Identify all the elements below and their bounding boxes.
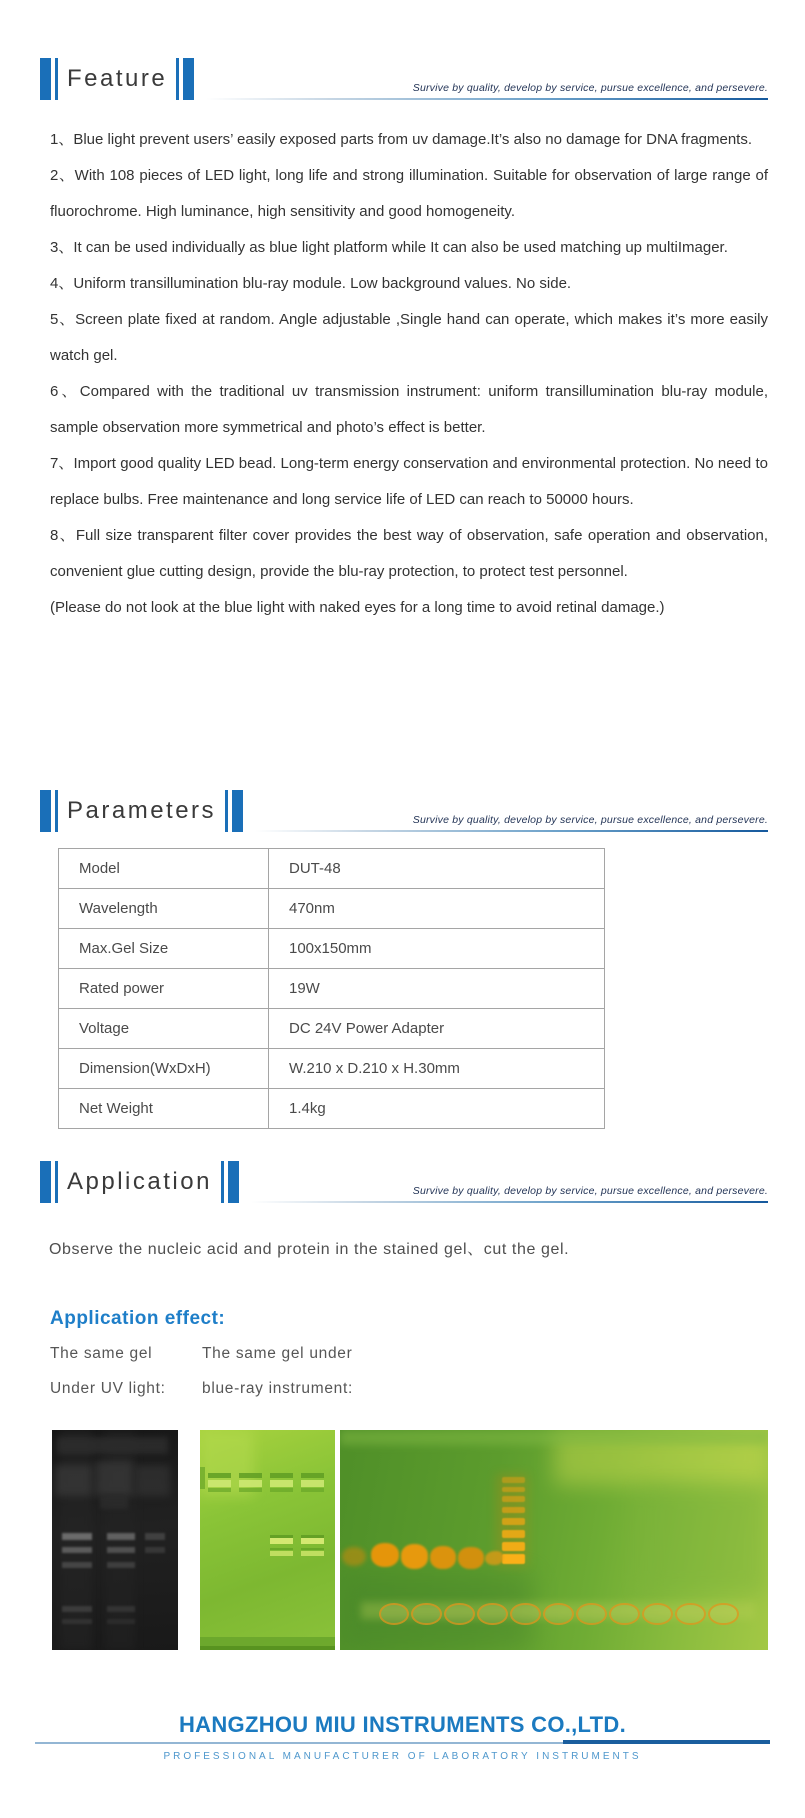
param-label: Voltage bbox=[59, 1009, 269, 1049]
application-section-title: Application bbox=[67, 1168, 212, 1195]
gel-band bbox=[107, 1606, 135, 1612]
gel-band bbox=[239, 1473, 262, 1478]
gel-band bbox=[270, 1548, 293, 1551]
gel-band bbox=[57, 1437, 168, 1455]
section-rule bbox=[255, 830, 768, 832]
param-row-rated-power bbox=[59, 969, 605, 1009]
caption-row bbox=[50, 1336, 353, 1371]
gel-band bbox=[95, 1461, 133, 1496]
parameters-section-header bbox=[40, 790, 768, 832]
gel-band bbox=[270, 1551, 293, 1556]
gel-band bbox=[371, 1543, 399, 1567]
gel-band bbox=[502, 1487, 526, 1492]
gel-band bbox=[107, 1562, 135, 1568]
param-label: Max.Gel Size bbox=[59, 929, 269, 969]
gel-band bbox=[430, 1546, 457, 1569]
footer-company-name: HANGZHOU MIU INSTRUMENTS CO.,LTD. bbox=[178, 1712, 627, 1737]
gel-band bbox=[239, 1488, 262, 1492]
gel-band bbox=[301, 1551, 324, 1556]
footer-rule-accent bbox=[563, 1740, 770, 1744]
gel-band bbox=[301, 1548, 324, 1551]
param-value: 100x150mm bbox=[269, 929, 605, 969]
header-rule-area bbox=[255, 790, 768, 832]
gel-band bbox=[543, 1603, 574, 1626]
gel-band bbox=[444, 1603, 475, 1626]
caption-blueray-line2: blue-ray instrument: bbox=[202, 1379, 353, 1397]
gel-band bbox=[502, 1507, 526, 1513]
param-value: 1.4kg bbox=[269, 1089, 605, 1129]
feature-section-title: Feature bbox=[67, 65, 168, 92]
gel-band bbox=[145, 1547, 165, 1553]
brand-tagline: Survive by quality, develop by service, pursue excellence, and persevere. bbox=[412, 82, 768, 94]
gel-band bbox=[401, 1544, 428, 1568]
header-bar-icon bbox=[55, 58, 58, 100]
feature-warning-note: (Please do not look at the blue light with naked eyes for a long time to avoid retinal damage.) bbox=[50, 599, 665, 616]
feature-section-header bbox=[40, 58, 768, 100]
gel-band bbox=[145, 1533, 165, 1540]
gel-band bbox=[62, 1619, 92, 1624]
gel-band bbox=[708, 1603, 739, 1626]
header-bar-icon bbox=[40, 1161, 51, 1203]
section-rule bbox=[251, 1201, 768, 1203]
application-section-header bbox=[40, 1161, 768, 1203]
feature-item-7: 7、Import good quality LED bead. Long-term energy conservation and environmental protection. No need to replace bulbs. Free maintenance and long service life of LED can reach to 50000 hours. bbox=[50, 455, 768, 508]
gel-band bbox=[62, 1547, 92, 1554]
feature-item-8: 8、Full size transparent filter cover provides the best way of observation, safe operation and observation, convenient glue cutting design, provide the blu-ray protection, to protect test personnel. bbox=[50, 527, 768, 580]
caption-uv-line1: The same gel bbox=[50, 1344, 153, 1362]
application-description: Observe the nucleic acid and protein in the stained gel、cut the gel. bbox=[49, 1241, 570, 1258]
param-label: Model bbox=[59, 849, 269, 889]
brand-tagline: Survive by quality, develop by service, pursue excellence, and persevere. bbox=[412, 1185, 768, 1197]
param-value: W.210 x D.210 x H.30mm bbox=[269, 1049, 605, 1089]
gel-band bbox=[477, 1603, 508, 1626]
gel-band bbox=[502, 1542, 526, 1551]
gel-band bbox=[270, 1538, 293, 1544]
gel-band bbox=[301, 1535, 324, 1538]
param-row-model bbox=[59, 849, 605, 889]
header-bar-icon bbox=[183, 58, 194, 100]
param-value: 470nm bbox=[269, 889, 605, 929]
section-rule bbox=[206, 98, 768, 100]
param-row-wavelength bbox=[59, 889, 605, 929]
param-label: Wavelength bbox=[59, 889, 269, 929]
gel-band bbox=[502, 1530, 526, 1538]
gel-band bbox=[642, 1603, 673, 1626]
header-bar-icon bbox=[40, 790, 51, 832]
header-bar-icon bbox=[225, 790, 228, 832]
gel-band bbox=[301, 1480, 324, 1487]
param-label: Rated power bbox=[59, 969, 269, 1009]
gel-band bbox=[301, 1538, 324, 1544]
gel-band bbox=[135, 1465, 170, 1496]
gel-band bbox=[510, 1603, 541, 1626]
application-effect-heading: Application effect: bbox=[50, 1308, 226, 1329]
param-label: Dimension(WxDxH) bbox=[59, 1049, 269, 1089]
gel-band bbox=[200, 1467, 205, 1489]
param-value: DUT-48 bbox=[269, 849, 605, 889]
gel-band bbox=[62, 1533, 92, 1540]
header-bar-icon bbox=[228, 1161, 239, 1203]
gel-band bbox=[100, 1496, 128, 1509]
gel-band bbox=[342, 1547, 366, 1567]
param-row-gel-size bbox=[59, 929, 605, 969]
header-bar-icon bbox=[55, 790, 58, 832]
param-value: 19W bbox=[269, 969, 605, 1009]
gel-band bbox=[502, 1518, 526, 1525]
header-bar-icon bbox=[176, 58, 179, 100]
brand-tagline: Survive by quality, develop by service, pursue excellence, and persevere. bbox=[412, 814, 768, 826]
gel-band bbox=[301, 1488, 324, 1492]
feature-item-6: 6、Compared with the traditional uv transmission instrument: uniform transillumination blu-ray module, sample observation more symmetrical and photo’s effect is better. bbox=[50, 383, 768, 436]
caption-blueray-line1: The same gel under bbox=[202, 1344, 353, 1362]
parameters-table bbox=[58, 848, 605, 1129]
gel-band bbox=[208, 1473, 231, 1478]
feature-item-4: 4、Uniform transillumination blu-ray module. Low background values. No side. bbox=[50, 275, 572, 292]
feature-item-5: 5、Screen plate fixed at random. Angle adjustable ,Single hand can operate, which makes it’s more easily watch gel. bbox=[50, 311, 768, 364]
gel-band bbox=[485, 1551, 503, 1565]
gel-band bbox=[62, 1562, 92, 1568]
gel-band bbox=[107, 1547, 135, 1554]
gel-band bbox=[458, 1547, 484, 1569]
gel-band bbox=[340, 1430, 768, 1445]
feature-item-2: 2、With 108 pieces of LED light, long life and strong illumination. Suitable for observation of large range of fluorochrome. High luminance, high sensitivity and good homogeneity. bbox=[50, 167, 768, 220]
param-value: DC 24V Power Adapter bbox=[269, 1009, 605, 1049]
caption-row bbox=[50, 1371, 353, 1406]
gel-band bbox=[270, 1488, 293, 1492]
feature-item-3: 3、It can be used individually as blue light platform while It can also be used matching up multiImager. bbox=[50, 239, 728, 256]
gel-band bbox=[576, 1603, 607, 1626]
gel-images-row bbox=[0, 1430, 805, 1650]
feature-item-1: 1、Blue light prevent users’ easily exposed parts from uv damage.It’s also no damage for DNA fragments. bbox=[50, 131, 753, 148]
header-bar-icon bbox=[55, 1161, 58, 1203]
gel-band bbox=[200, 1646, 335, 1650]
gel-band bbox=[270, 1473, 293, 1478]
header-bar-icon bbox=[221, 1161, 224, 1203]
gel-under-uv-image bbox=[52, 1430, 178, 1650]
gel-band bbox=[62, 1606, 92, 1612]
gel-band bbox=[270, 1480, 293, 1487]
gel-band bbox=[270, 1535, 293, 1538]
gel-band bbox=[609, 1603, 640, 1626]
gel-band bbox=[239, 1480, 262, 1487]
param-row-voltage bbox=[59, 1009, 605, 1049]
parameters-section-title: Parameters bbox=[67, 797, 217, 824]
gel-band bbox=[55, 1465, 93, 1496]
feature-list bbox=[50, 122, 768, 626]
gel-band bbox=[301, 1473, 324, 1478]
caption-uv-line2: Under UV light: bbox=[50, 1379, 166, 1397]
gel-band bbox=[502, 1554, 526, 1564]
header-bar-icon bbox=[40, 58, 51, 100]
gel-blue-ray-small-image bbox=[200, 1430, 335, 1650]
gel-band bbox=[502, 1477, 526, 1482]
param-row-net-weight bbox=[59, 1089, 605, 1129]
header-bar-icon bbox=[232, 790, 243, 832]
gel-band bbox=[502, 1496, 526, 1502]
param-label: Net Weight bbox=[59, 1089, 269, 1129]
footer-subtitle: PROFESSIONAL MANUFACTURER OF LABORATORY INSTRUMENTS bbox=[163, 1751, 642, 1762]
gel-band bbox=[675, 1603, 706, 1626]
gel-band bbox=[107, 1619, 135, 1624]
gel-band bbox=[107, 1533, 135, 1540]
gel-band bbox=[640, 1485, 768, 1595]
gel-band bbox=[208, 1480, 231, 1487]
gel-captions bbox=[50, 1336, 353, 1406]
gel-blue-ray-large-image bbox=[340, 1430, 768, 1650]
param-row-dimension bbox=[59, 1049, 605, 1089]
header-rule-area bbox=[251, 1161, 768, 1203]
gel-band bbox=[208, 1488, 231, 1492]
header-rule-area bbox=[206, 58, 768, 100]
